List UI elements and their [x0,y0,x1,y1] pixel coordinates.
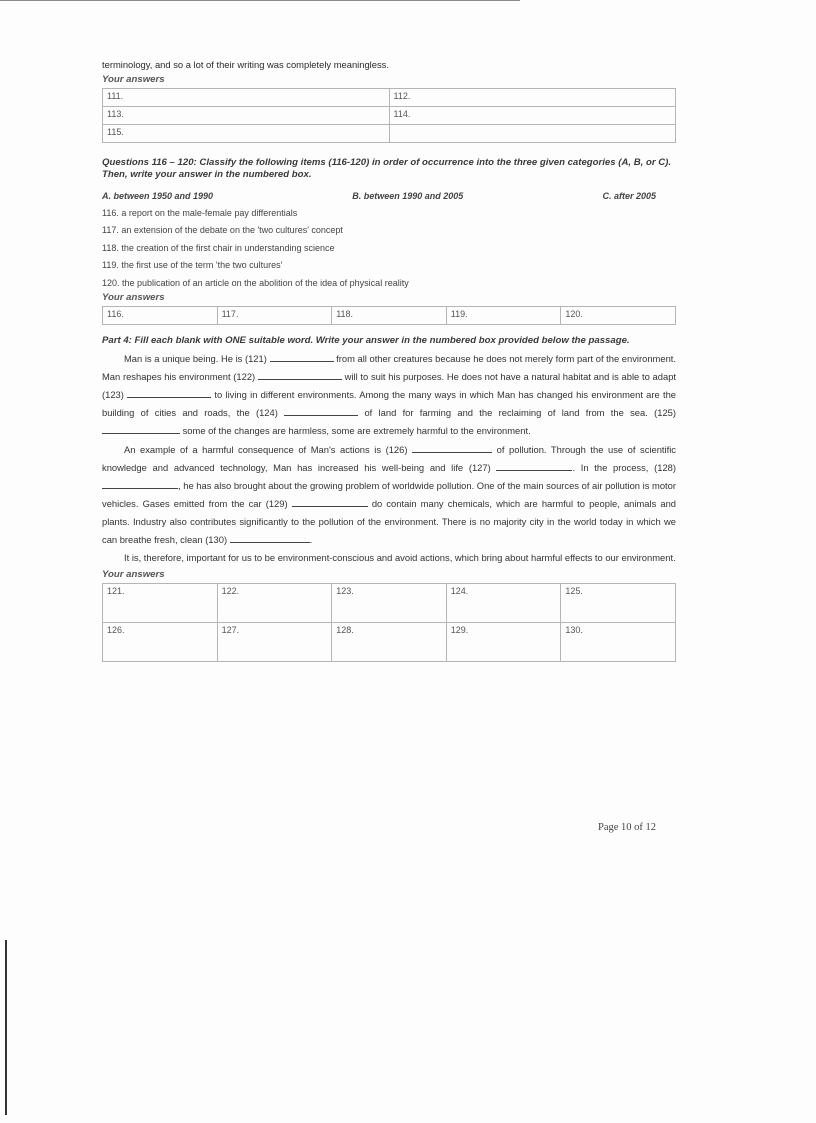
intro-line: terminology, and so a lot of their writing was completely meaningless. [102,59,389,70]
table-row [103,584,676,623]
blank-121[interactable] [270,352,334,362]
classification-items [102,205,676,292]
passage-text: of pollution. Through the use of scientific knowledge and advanced technology, Man has increased his well-being and life (127) [102,443,676,473]
page-number: Page 10 of 12 [598,822,657,833]
category-b: B. between 1990 and 2005 [352,191,464,201]
answer-cell-130[interactable]: 130. [561,623,676,662]
answer-cell-129[interactable]: 129. [446,623,561,662]
scan-top-edge [0,0,520,1]
answer-cell-117[interactable]: 117. [217,307,332,325]
passage-text: of land for farming and the reclaiming of land from the sea. (125) [364,407,676,419]
your-answers-label-3: Your answers [102,569,165,581]
questions-116-120-heading: Questions 116 – 120: Classify the following items (116-120) in order of occurrence into the three given categories (A, B, or C). Then, write your answer in the numbered box. [102,157,672,180]
blank-126[interactable] [412,443,492,453]
passage-text: to living in different environments. Among the many ways in which Man has changed his environment are the building of cities and roads, the (124) [102,389,677,419]
passage-text: some of the changes are harmless, some are extremely harmful to the environment. [182,425,531,437]
passage-text: do contain many chemicals, which are harmful to people, animals and plants. Industry also contributes significantly to the pollution of the environment. There is no majority city in the world today in which we can breathe fresh, clean (130) [102,497,676,545]
table-row [103,125,676,143]
passage-text: , he has also brought about the growing problem of worldwide pollution. One of the main sources of air pollution is motor vehicles. Gases emitted from the car (129) [102,479,676,509]
blank-129[interactable] [292,497,368,507]
answer-cell-121[interactable]: 121. [103,584,218,623]
answer-cell-122[interactable]: 122. [217,584,332,623]
category-c: C. after 2005 [602,191,656,201]
passage-text: from all other creatures because he does not merely form part of the environment. Man reshapes his environment (122) [102,353,677,383]
passage-paragraph-2 [102,441,676,550]
blank-124[interactable] [284,406,358,416]
category-row [102,187,676,205]
item-119: 119. the first use of the term 'the two cultures' [102,260,283,271]
passage-text: Man is a unique being. He is (121) [124,353,267,365]
passage-text: . [309,533,313,545]
passage-paragraph-1 [102,350,676,440]
answer-cell-128[interactable]: 128. [332,623,447,662]
answer-cell-115[interactable]: 115. [103,125,390,143]
answer-cell-125[interactable]: 125. [561,584,676,623]
answer-cell-120[interactable]: 120. [561,307,676,325]
passage-text: It is, therefore, important for us to be environment-conscious and avoid actions, which bring about harmful effects to our environment. [124,552,676,564]
answer-cell-124[interactable]: 124. [446,584,561,623]
blank-122[interactable] [258,370,342,380]
passage-text: will to suit his purposes. He does not have a natural habitat and is able to adapt (123) [102,371,677,401]
blank-123[interactable] [127,388,211,398]
document-page [102,56,676,662]
passage-paragraph-3 [102,549,676,567]
scan-left-edge-mark [5,940,7,1115]
table-row [103,89,676,107]
answer-cell-119[interactable]: 119. [446,307,561,325]
answer-table-121-130 [102,583,676,662]
answer-cell-118[interactable]: 118. [332,307,447,325]
item-120: 120. the publication of an article on the abolition of the idea of physical reality [102,277,409,288]
blank-128[interactable] [102,479,178,489]
answer-cell-116[interactable]: 116. [103,307,218,325]
answer-cell-112[interactable]: 112. [389,89,676,107]
item-116: 116. a report on the male-female pay differentials [102,208,298,218]
answer-cell-111[interactable]: 111. [103,89,390,107]
answer-table-116-120 [102,306,676,325]
part-4-heading: Part 4: Fill each blank with ONE suitable word. Write your answer in the numbered box provided below the passage. [102,335,630,347]
category-a: A. between 1950 and 1990 [102,191,214,201]
blank-130[interactable] [230,533,310,543]
blank-125[interactable] [102,424,180,434]
empty-cell [389,125,676,143]
blank-127[interactable] [496,461,572,471]
answer-table-111-115 [102,88,676,143]
your-answers-label-1: Your answers [102,74,165,85]
your-answers-label-2: Your answers [102,292,165,304]
answer-cell-127[interactable]: 127. [217,623,332,662]
answer-cell-126[interactable]: 126. [103,623,218,662]
answer-cell-123[interactable]: 123. [332,584,447,623]
table-row [103,107,676,125]
item-118: 118. the creation of the first chair in understanding science [102,242,335,253]
table-row [103,623,676,662]
passage-text: An example of a harmful consequence of Man's actions is (126) [124,443,408,455]
table-row [103,307,676,325]
answer-cell-114[interactable]: 114. [389,107,676,125]
item-117: 117. an extension of the debate on the 'two cultures' concept [102,225,343,236]
answer-cell-113[interactable]: 113. [103,107,390,125]
passage-text: . In the process, (128) [572,461,676,473]
